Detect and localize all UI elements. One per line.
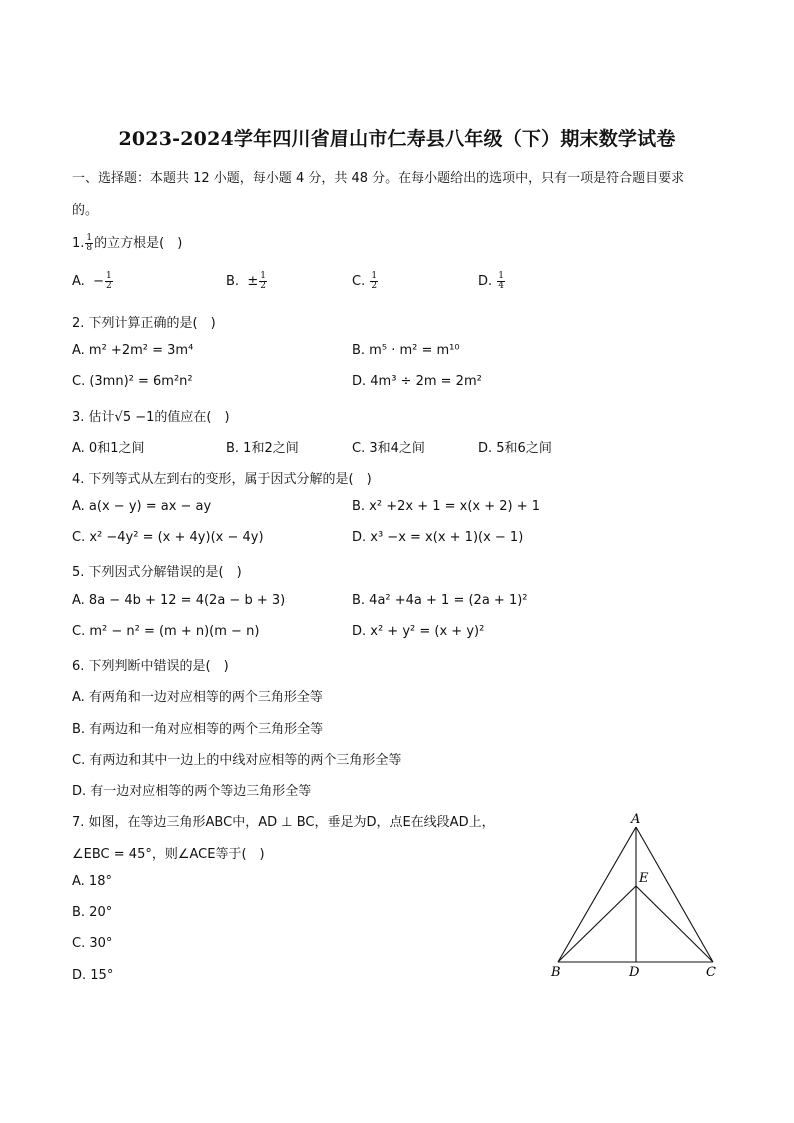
- q5-option-b[interactable]: B. 4a² +4a + 1 = (2a + 1)²: [352, 593, 528, 608]
- q2-option-b[interactable]: B. m⁵ · m² = m¹⁰: [352, 343, 460, 358]
- question-4: 4. 下列等式从左到右的变形，属于因式分解的是( ): [72, 472, 372, 487]
- q1-option-c[interactable]: C. $\frac{1}{2}$: [352, 271, 378, 291]
- q4-option-d[interactable]: D. x³ −x = x(x + 1)(x − 1): [352, 530, 524, 545]
- side-ac: [636, 827, 713, 962]
- question-1: [72, 232, 182, 253]
- label-b: B: [551, 965, 561, 980]
- page-title: 2023-2024学年四川省眉山市仁寿县八年级（下）期末数学试卷: [118, 128, 676, 150]
- q6-option-b[interactable]: B. 有两边和一角对应相等的两个三角形全等: [72, 722, 324, 737]
- q5-option-a[interactable]: A. 8a − 4b + 12 = 4(2a − b + 3): [72, 593, 286, 608]
- question-5: 5. 下列因式分解错误的是( ): [72, 565, 242, 580]
- q3-option-a[interactable]: A. 0和1之间: [72, 441, 145, 456]
- q5-option-c[interactable]: C. m² − n² = (m + n)(m − n): [72, 624, 260, 639]
- fraction: $\frac{1}{8}$: [86, 233, 93, 253]
- segment-be: [558, 886, 636, 962]
- q6-option-c[interactable]: C. 有两边和其中一边上的中线对应相等的两个三角形全等: [72, 753, 402, 768]
- question-7-cont: ∠EBC = 45°，则∠ACE等于( ): [72, 847, 265, 862]
- q2-option-c[interactable]: C. (3mn)² = 6m²n²: [72, 374, 193, 389]
- q3-option-c[interactable]: C. 3和4之间: [352, 441, 425, 456]
- question-3: 3. 估计√5 −1的值应在( ): [72, 410, 230, 425]
- label-a: A: [631, 812, 641, 827]
- question-stem: 的立方根是( ): [94, 236, 183, 251]
- q4-option-a[interactable]: A. a(x − y) = ax − ay: [72, 499, 212, 514]
- side-ab: [558, 827, 636, 962]
- q7-option-c[interactable]: C. 30°: [72, 936, 113, 951]
- q7-option-b[interactable]: B. 20°: [72, 905, 113, 920]
- q7-option-d[interactable]: D. 15°: [72, 968, 114, 983]
- q2-option-a[interactable]: A. m² +2m² = 3m⁴: [72, 343, 194, 358]
- q1-option-a[interactable]: A. − $\frac{1}{2}$: [72, 271, 112, 291]
- q5-option-d[interactable]: D. x² + y² = (x + y)²: [352, 624, 485, 639]
- triangle-figure: [545, 808, 725, 983]
- q6-option-d[interactable]: D. 有一边对应相等的两个等边三角形全等: [72, 784, 312, 799]
- q1-option-d[interactable]: D. $\frac{1}{4}$: [478, 271, 505, 291]
- question-number: 1.: [72, 236, 85, 251]
- segment-ce: [636, 886, 713, 962]
- question-2: 2. 下列计算正确的是( ): [72, 316, 216, 331]
- q4-option-b[interactable]: B. x² +2x + 1 = x(x + 2) + 1: [352, 499, 541, 514]
- q3-option-d[interactable]: D. 5和6之间: [478, 441, 552, 456]
- q4-option-c[interactable]: C. x² −4y² = (x + 4y)(x − 4y): [72, 530, 264, 545]
- section-heading: 一、选择题：本题共 12 小题，每小题 4 分，共 48 分。在每小题给出的选项中，只有一项是符合题目要求: [72, 171, 685, 186]
- q1-option-b[interactable]: B. ± $\frac{1}{2}$: [226, 271, 266, 291]
- label-e: E: [639, 871, 649, 886]
- q7-option-a[interactable]: A. 18°: [72, 874, 112, 889]
- section-heading-cont: 的。: [72, 203, 99, 218]
- q3-option-b[interactable]: B. 1和2之间: [226, 441, 299, 456]
- question-6: 6. 下列判断中错误的是( ): [72, 659, 229, 674]
- q6-option-a[interactable]: A. 有两角和一边对应相等的两个三角形全等: [72, 690, 323, 705]
- q2-option-d[interactable]: D. 4m³ ÷ 2m = 2m²: [352, 374, 482, 389]
- label-c: C: [706, 965, 716, 980]
- question-7: 7. 如图，在等边三角形ABC中，AD ⊥ BC，垂足为D，点E在线段AD上，: [72, 815, 495, 830]
- label-d: D: [629, 965, 640, 980]
